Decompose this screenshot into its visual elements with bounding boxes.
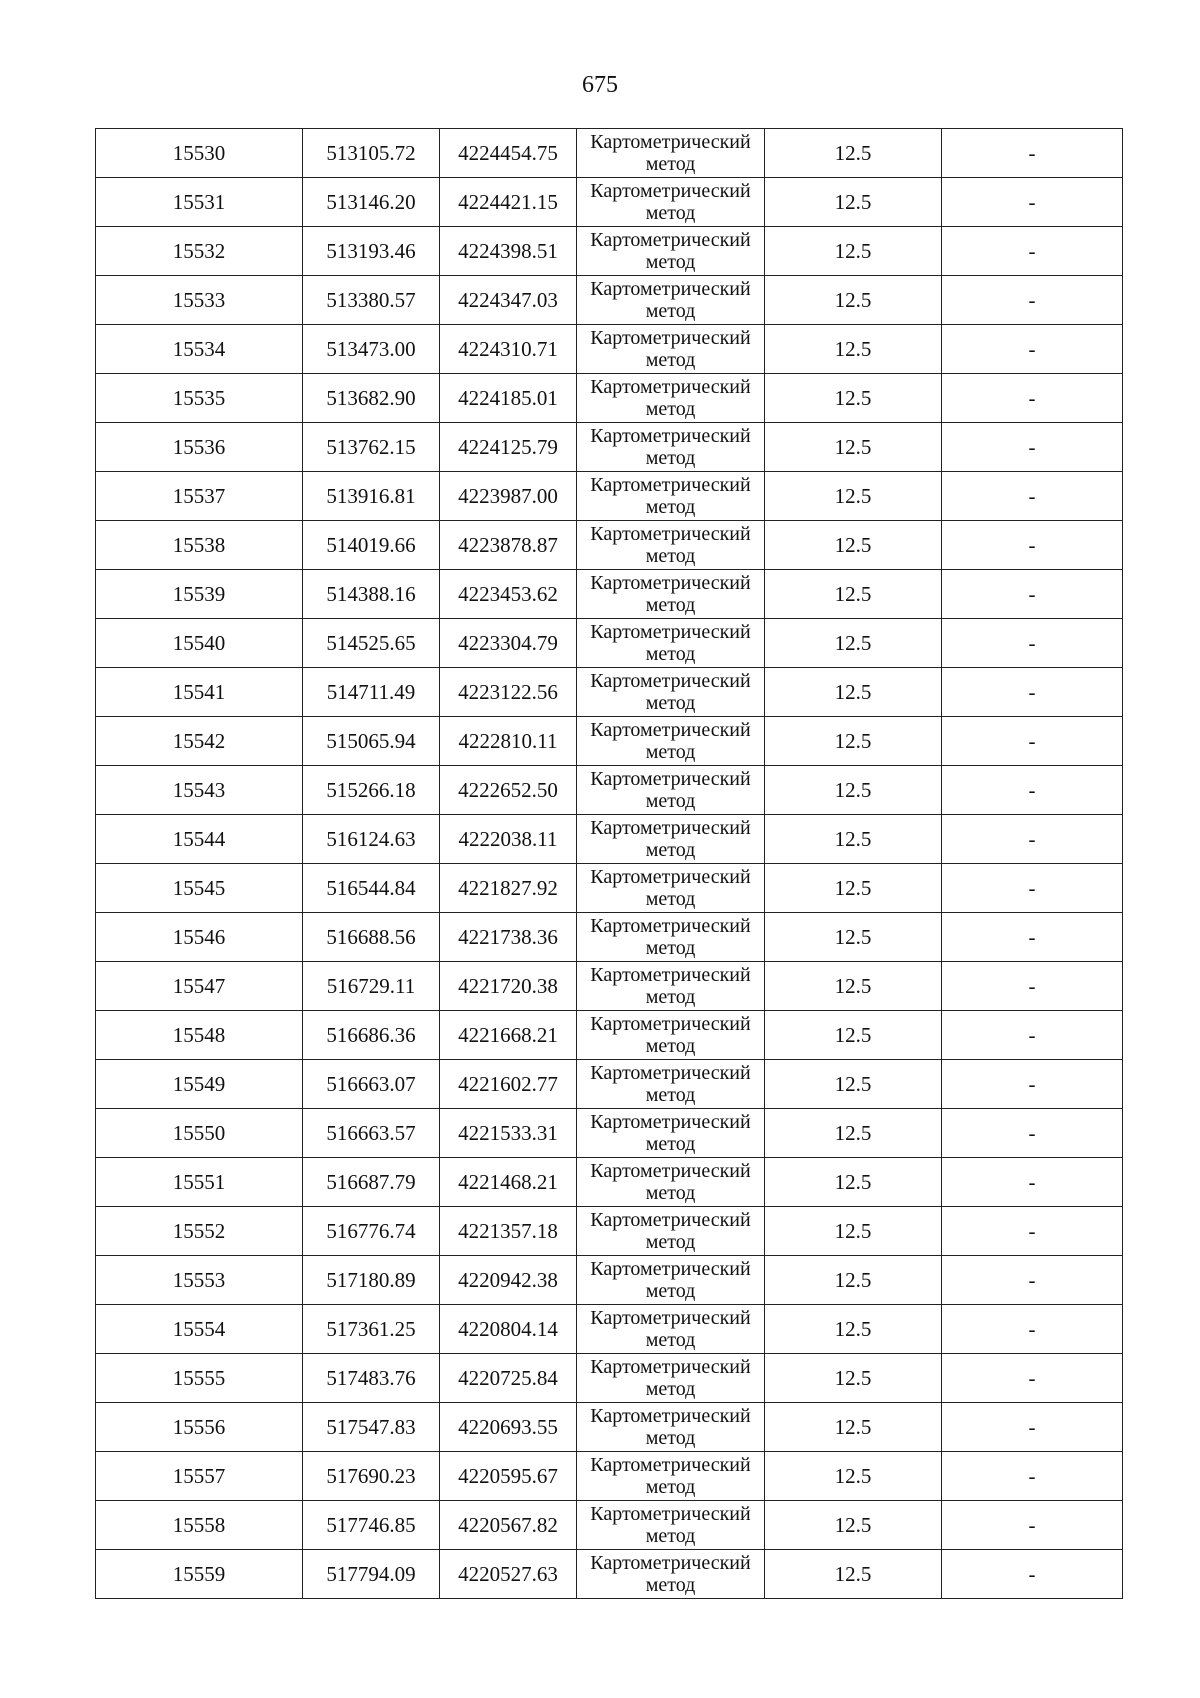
method-text: Картометрический — [590, 131, 751, 153]
precision-cell: 12.5 — [765, 423, 942, 472]
y-coordinate-cell: 4221827.92 — [440, 864, 577, 913]
table-row — [96, 472, 1123, 521]
precision-cell: 12.5 — [765, 619, 942, 668]
precision-cell: 12.5 — [765, 1109, 942, 1158]
method-text: Картометрический — [590, 817, 751, 839]
point-id-cell: 15547 — [96, 962, 303, 1011]
precision-cell: 12.5 — [765, 472, 942, 521]
method-text: метод — [645, 447, 696, 469]
x-coordinate-cell: 516663.57 — [303, 1109, 440, 1158]
precision-cell: 12.5 — [765, 570, 942, 619]
point-id-cell: 15539 — [96, 570, 303, 619]
x-coordinate-cell: 517547.83 — [303, 1403, 440, 1452]
method-text: Картометрический — [590, 376, 751, 398]
method-cell — [577, 1452, 765, 1501]
method-text: Картометрический — [590, 1454, 751, 1476]
y-coordinate-cell: 4224421.15 — [440, 178, 577, 227]
method-cell — [577, 815, 765, 864]
y-coordinate-cell: 4222810.11 — [440, 717, 577, 766]
precision-cell: 12.5 — [765, 668, 942, 717]
method-cell — [577, 717, 765, 766]
table-row — [96, 913, 1123, 962]
method-cell — [577, 864, 765, 913]
table-row — [96, 423, 1123, 472]
table-row — [96, 1207, 1123, 1256]
method-text: метод — [645, 398, 696, 420]
table-row — [96, 668, 1123, 717]
method-text: Картометрический — [590, 572, 751, 594]
point-id-cell: 15540 — [96, 619, 303, 668]
point-id-cell: 15536 — [96, 423, 303, 472]
note-cell: - — [942, 619, 1123, 668]
method-text: метод — [645, 349, 696, 371]
precision-cell: 12.5 — [765, 1403, 942, 1452]
method-text: метод — [645, 1231, 696, 1253]
point-id-cell: 15538 — [96, 521, 303, 570]
table-row — [96, 1109, 1123, 1158]
method-text: метод — [645, 1035, 696, 1057]
method-text: метод — [645, 937, 696, 959]
method-text: Картометрический — [590, 1307, 751, 1329]
method-text: метод — [645, 741, 696, 763]
x-coordinate-cell: 517746.85 — [303, 1501, 440, 1550]
x-coordinate-cell: 513916.81 — [303, 472, 440, 521]
point-id-cell: 15557 — [96, 1452, 303, 1501]
precision-cell: 12.5 — [765, 227, 942, 276]
note-cell: - — [942, 1501, 1123, 1550]
method-text: метод — [645, 496, 696, 518]
table-row — [96, 1011, 1123, 1060]
note-cell: - — [942, 1305, 1123, 1354]
method-cell — [577, 766, 765, 815]
table-row — [96, 1452, 1123, 1501]
x-coordinate-cell: 514525.65 — [303, 619, 440, 668]
note-cell: - — [942, 1403, 1123, 1452]
point-id-cell: 15535 — [96, 374, 303, 423]
point-id-cell: 15553 — [96, 1256, 303, 1305]
precision-cell: 12.5 — [765, 766, 942, 815]
table-row — [96, 1305, 1123, 1354]
precision-cell: 12.5 — [765, 1305, 942, 1354]
table-row — [96, 717, 1123, 766]
note-cell: - — [942, 1158, 1123, 1207]
method-cell — [577, 1011, 765, 1060]
y-coordinate-cell: 4221533.31 — [440, 1109, 577, 1158]
method-cell — [577, 423, 765, 472]
point-id-cell: 15545 — [96, 864, 303, 913]
point-id-cell: 15546 — [96, 913, 303, 962]
y-coordinate-cell: 4220804.14 — [440, 1305, 577, 1354]
y-coordinate-cell: 4224398.51 — [440, 227, 577, 276]
method-cell — [577, 374, 765, 423]
precision-cell: 12.5 — [765, 178, 942, 227]
method-text: метод — [645, 1280, 696, 1302]
y-coordinate-cell: 4221668.21 — [440, 1011, 577, 1060]
point-id-cell: 15550 — [96, 1109, 303, 1158]
x-coordinate-cell: 516124.63 — [303, 815, 440, 864]
table-row — [96, 1354, 1123, 1403]
method-text: Картометрический — [590, 1160, 751, 1182]
note-cell: - — [942, 1354, 1123, 1403]
point-id-cell: 15552 — [96, 1207, 303, 1256]
point-id-cell: 15549 — [96, 1060, 303, 1109]
method-cell — [577, 276, 765, 325]
x-coordinate-cell: 517361.25 — [303, 1305, 440, 1354]
y-coordinate-cell: 4222038.11 — [440, 815, 577, 864]
precision-cell: 12.5 — [765, 374, 942, 423]
y-coordinate-cell: 4220693.55 — [440, 1403, 577, 1452]
method-cell — [577, 1501, 765, 1550]
precision-cell: 12.5 — [765, 1354, 942, 1403]
method-text: Картометрический — [590, 1013, 751, 1035]
method-text: Картометрический — [590, 1258, 751, 1280]
method-text: метод — [645, 1525, 696, 1547]
precision-cell: 12.5 — [765, 1060, 942, 1109]
point-id-cell: 15541 — [96, 668, 303, 717]
y-coordinate-cell: 4221602.77 — [440, 1060, 577, 1109]
method-cell — [577, 1403, 765, 1452]
note-cell: - — [942, 864, 1123, 913]
x-coordinate-cell: 513105.72 — [303, 129, 440, 178]
method-text: метод — [645, 1133, 696, 1155]
y-coordinate-cell: 4221357.18 — [440, 1207, 577, 1256]
point-id-cell: 15543 — [96, 766, 303, 815]
note-cell: - — [942, 1109, 1123, 1158]
y-coordinate-cell: 4224454.75 — [440, 129, 577, 178]
point-id-cell: 15554 — [96, 1305, 303, 1354]
table-row — [96, 766, 1123, 815]
point-id-cell: 15531 — [96, 178, 303, 227]
y-coordinate-cell: 4220595.67 — [440, 1452, 577, 1501]
x-coordinate-cell: 516663.07 — [303, 1060, 440, 1109]
method-text: метод — [645, 986, 696, 1008]
table-row — [96, 864, 1123, 913]
method-cell — [577, 178, 765, 227]
method-text: Картометрический — [590, 670, 751, 692]
precision-cell: 12.5 — [765, 962, 942, 1011]
method-text: метод — [645, 692, 696, 714]
method-cell — [577, 962, 765, 1011]
method-text: Картометрический — [590, 1405, 751, 1427]
precision-cell: 12.5 — [765, 1452, 942, 1501]
table-row — [96, 521, 1123, 570]
note-cell: - — [942, 1452, 1123, 1501]
y-coordinate-cell: 4220942.38 — [440, 1256, 577, 1305]
method-text: Картометрический — [590, 1503, 751, 1525]
table-row — [96, 962, 1123, 1011]
method-cell — [577, 1109, 765, 1158]
x-coordinate-cell: 514019.66 — [303, 521, 440, 570]
precision-cell: 12.5 — [765, 1011, 942, 1060]
precision-cell: 12.5 — [765, 1501, 942, 1550]
y-coordinate-cell: 4224310.71 — [440, 325, 577, 374]
method-text: Картометрический — [590, 1552, 751, 1574]
point-id-cell: 15548 — [96, 1011, 303, 1060]
note-cell: - — [942, 1256, 1123, 1305]
precision-cell: 12.5 — [765, 717, 942, 766]
method-text: Картометрический — [590, 523, 751, 545]
method-text: метод — [645, 888, 696, 910]
note-cell: - — [942, 423, 1123, 472]
note-cell: - — [942, 129, 1123, 178]
method-text: Картометрический — [590, 621, 751, 643]
method-text: метод — [645, 153, 696, 175]
note-cell: - — [942, 766, 1123, 815]
table-row — [96, 1256, 1123, 1305]
table-row — [96, 374, 1123, 423]
method-cell — [577, 619, 765, 668]
precision-cell: 12.5 — [765, 325, 942, 374]
point-id-cell: 15544 — [96, 815, 303, 864]
x-coordinate-cell: 513682.90 — [303, 374, 440, 423]
point-id-cell: 15534 — [96, 325, 303, 374]
note-cell: - — [942, 374, 1123, 423]
method-cell — [577, 1060, 765, 1109]
x-coordinate-cell: 515065.94 — [303, 717, 440, 766]
method-text: метод — [645, 202, 696, 224]
note-cell: - — [942, 178, 1123, 227]
x-coordinate-cell: 517483.76 — [303, 1354, 440, 1403]
note-cell: - — [942, 962, 1123, 1011]
y-coordinate-cell: 4221738.36 — [440, 913, 577, 962]
precision-cell: 12.5 — [765, 276, 942, 325]
table-row — [96, 570, 1123, 619]
method-text: метод — [645, 790, 696, 812]
method-cell — [577, 1158, 765, 1207]
x-coordinate-cell: 516687.79 — [303, 1158, 440, 1207]
table-row — [96, 276, 1123, 325]
method-cell — [577, 1256, 765, 1305]
method-cell — [577, 325, 765, 374]
y-coordinate-cell: 4221468.21 — [440, 1158, 577, 1207]
method-cell — [577, 1207, 765, 1256]
note-cell: - — [942, 1011, 1123, 1060]
page-number: 675 — [582, 72, 618, 98]
method-text: метод — [645, 1084, 696, 1106]
point-id-cell: 15558 — [96, 1501, 303, 1550]
table-row — [96, 178, 1123, 227]
method-text: Картометрический — [590, 719, 751, 741]
method-text: метод — [645, 643, 696, 665]
note-cell: - — [942, 668, 1123, 717]
point-id-cell: 15537 — [96, 472, 303, 521]
method-cell — [577, 521, 765, 570]
x-coordinate-cell: 517180.89 — [303, 1256, 440, 1305]
table-row — [96, 129, 1123, 178]
x-coordinate-cell: 514711.49 — [303, 668, 440, 717]
y-coordinate-cell: 4223878.87 — [440, 521, 577, 570]
method-cell — [577, 1354, 765, 1403]
precision-cell: 12.5 — [765, 1256, 942, 1305]
method-text: метод — [645, 839, 696, 861]
note-cell: - — [942, 227, 1123, 276]
method-text: Картометрический — [590, 866, 751, 888]
x-coordinate-cell: 514388.16 — [303, 570, 440, 619]
method-text: метод — [645, 1427, 696, 1449]
method-text: Картометрический — [590, 1356, 751, 1378]
method-text: Картометрический — [590, 180, 751, 202]
table-row — [96, 815, 1123, 864]
y-coordinate-cell: 4224125.79 — [440, 423, 577, 472]
method-cell — [577, 472, 765, 521]
table-row — [96, 1501, 1123, 1550]
note-cell: - — [942, 815, 1123, 864]
x-coordinate-cell: 516729.11 — [303, 962, 440, 1011]
note-cell: - — [942, 1207, 1123, 1256]
x-coordinate-cell: 516776.74 — [303, 1207, 440, 1256]
y-coordinate-cell: 4224185.01 — [440, 374, 577, 423]
x-coordinate-cell: 515266.18 — [303, 766, 440, 815]
table-row — [96, 1403, 1123, 1452]
note-cell: - — [942, 521, 1123, 570]
point-id-cell: 15532 — [96, 227, 303, 276]
note-cell: - — [942, 717, 1123, 766]
y-coordinate-cell: 4224347.03 — [440, 276, 577, 325]
x-coordinate-cell: 513380.57 — [303, 276, 440, 325]
precision-cell: 12.5 — [765, 815, 942, 864]
precision-cell: 12.5 — [765, 1550, 942, 1599]
point-id-cell: 15533 — [96, 276, 303, 325]
y-coordinate-cell: 4221720.38 — [440, 962, 577, 1011]
method-text: Картометрический — [590, 1062, 751, 1084]
note-cell: - — [942, 570, 1123, 619]
method-cell — [577, 913, 765, 962]
point-id-cell: 15530 — [96, 129, 303, 178]
method-cell — [577, 1550, 765, 1599]
method-cell — [577, 570, 765, 619]
method-cell — [577, 668, 765, 717]
method-cell — [577, 227, 765, 276]
method-text: метод — [645, 1574, 696, 1596]
method-text: метод — [645, 1329, 696, 1351]
y-coordinate-cell: 4223304.79 — [440, 619, 577, 668]
x-coordinate-cell: 516686.36 — [303, 1011, 440, 1060]
point-id-cell: 15556 — [96, 1403, 303, 1452]
table-row — [96, 325, 1123, 374]
table-row — [96, 619, 1123, 668]
precision-cell: 12.5 — [765, 1158, 942, 1207]
y-coordinate-cell: 4223122.56 — [440, 668, 577, 717]
method-text: Картометрический — [590, 915, 751, 937]
method-text: Картометрический — [590, 964, 751, 986]
y-coordinate-cell: 4220567.82 — [440, 1501, 577, 1550]
table-row — [96, 1550, 1123, 1599]
method-text: метод — [645, 594, 696, 616]
method-text: Картометрический — [590, 229, 751, 251]
table-row — [96, 227, 1123, 276]
precision-cell: 12.5 — [765, 521, 942, 570]
method-text: Картометрический — [590, 768, 751, 790]
precision-cell: 12.5 — [765, 913, 942, 962]
x-coordinate-cell: 517690.23 — [303, 1452, 440, 1501]
x-coordinate-cell: 516544.84 — [303, 864, 440, 913]
point-id-cell: 15555 — [96, 1354, 303, 1403]
note-cell: - — [942, 1550, 1123, 1599]
method-text: метод — [645, 1182, 696, 1204]
note-cell: - — [942, 472, 1123, 521]
method-text: метод — [645, 1378, 696, 1400]
method-text: метод — [645, 545, 696, 567]
method-text: метод — [645, 1476, 696, 1498]
point-id-cell: 15542 — [96, 717, 303, 766]
note-cell: - — [942, 1060, 1123, 1109]
precision-cell: 12.5 — [765, 129, 942, 178]
table-row — [96, 1158, 1123, 1207]
x-coordinate-cell: 513762.15 — [303, 423, 440, 472]
method-cell — [577, 129, 765, 178]
table-row — [96, 1060, 1123, 1109]
y-coordinate-cell: 4220527.63 — [440, 1550, 577, 1599]
precision-cell: 12.5 — [765, 864, 942, 913]
method-text: Картометрический — [590, 474, 751, 496]
x-coordinate-cell: 517794.09 — [303, 1550, 440, 1599]
point-id-cell: 15559 — [96, 1550, 303, 1599]
method-text: Картометрический — [590, 1209, 751, 1231]
method-text: метод — [645, 251, 696, 273]
note-cell: - — [942, 325, 1123, 374]
y-coordinate-cell: 4223453.62 — [440, 570, 577, 619]
x-coordinate-cell: 513473.00 — [303, 325, 440, 374]
method-text: Картометрический — [590, 278, 751, 300]
method-text: Картометрический — [590, 327, 751, 349]
coordinates-table — [95, 128, 1123, 1599]
method-text: метод — [645, 300, 696, 322]
x-coordinate-cell: 516688.56 — [303, 913, 440, 962]
precision-cell: 12.5 — [765, 1207, 942, 1256]
method-text: Картометрический — [590, 425, 751, 447]
y-coordinate-cell: 4222652.50 — [440, 766, 577, 815]
method-text: Картометрический — [590, 1111, 751, 1133]
table-body — [96, 129, 1123, 1599]
point-id-cell: 15551 — [96, 1158, 303, 1207]
note-cell: - — [942, 913, 1123, 962]
y-coordinate-cell: 4223987.00 — [440, 472, 577, 521]
note-cell: - — [942, 276, 1123, 325]
method-cell — [577, 1305, 765, 1354]
x-coordinate-cell: 513146.20 — [303, 178, 440, 227]
x-coordinate-cell: 513193.46 — [303, 227, 440, 276]
y-coordinate-cell: 4220725.84 — [440, 1354, 577, 1403]
